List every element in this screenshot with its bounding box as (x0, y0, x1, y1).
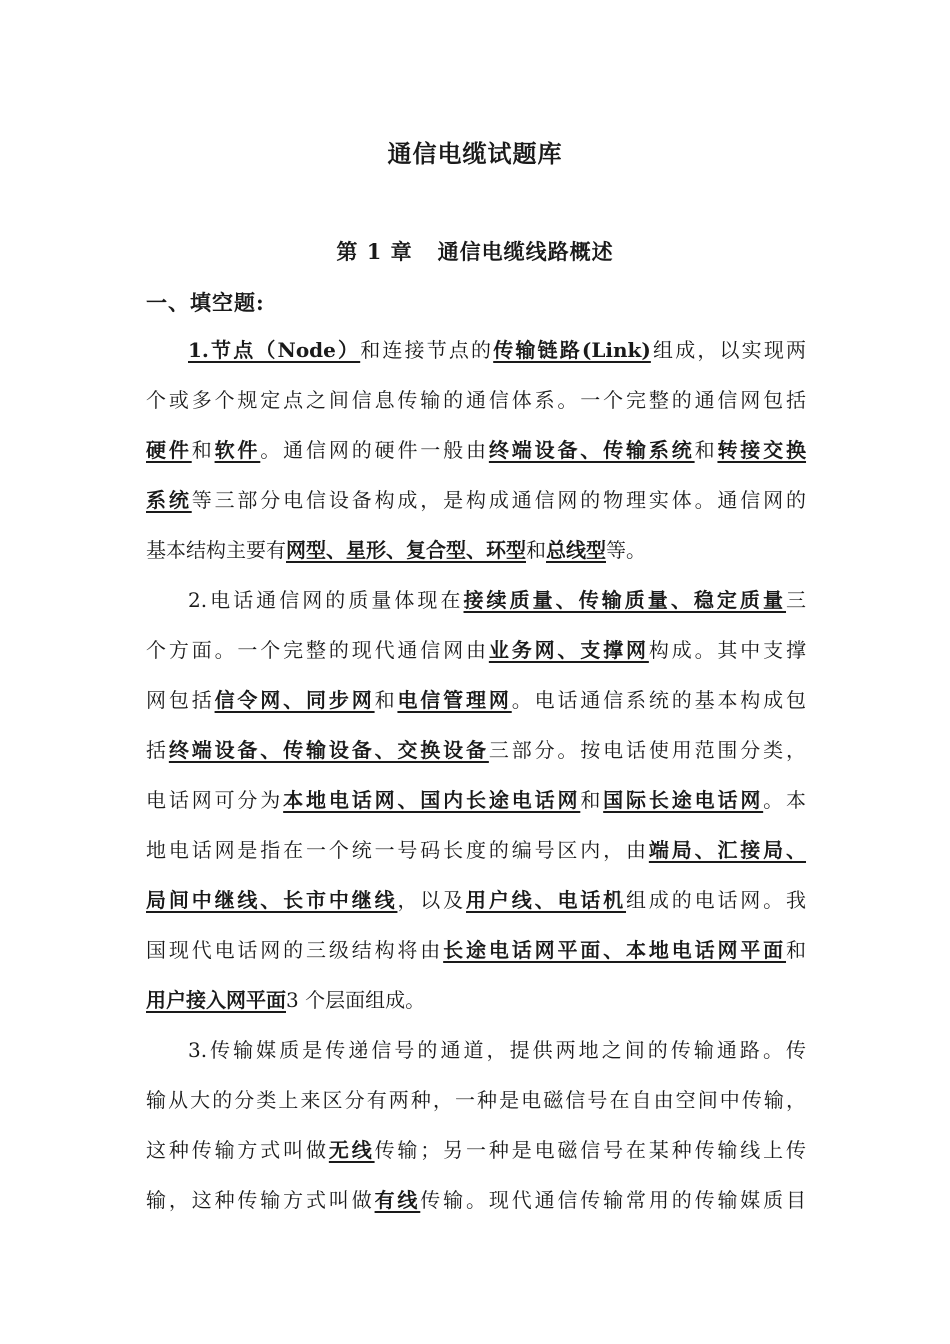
text-run: 和 (580, 788, 604, 812)
text-line (146, 632, 806, 668)
document-title: 通信电缆试题库 (387, 139, 563, 168)
answer-blank: 软件 (214, 438, 261, 462)
text-line (146, 1132, 806, 1168)
answer-blank: 1.节点（Node） (188, 338, 361, 362)
answer-blank: 转接交换 (717, 438, 807, 462)
text-run: 网包括 (146, 688, 215, 712)
text-run: 构成。其中支撑 (648, 638, 807, 662)
answer-blank: 终端设备、传输系统 (488, 438, 695, 462)
text-run: 和 (694, 438, 718, 462)
text-line (188, 332, 806, 368)
answer-blank: 长途电话网平面、本地电话网平面 (443, 938, 787, 962)
text-line (188, 582, 806, 618)
text-run: 三部分。按电话使用范围分类， (488, 738, 807, 762)
answer-blank: 接续质量、传输质量、稳定质量 (463, 588, 787, 612)
text-run: 。电话通信系统的基本构成包 (511, 688, 807, 712)
answer-blank: 用户接入网平面 (146, 988, 286, 1012)
text-line (146, 732, 806, 768)
text-run: 和 (191, 438, 215, 462)
text-run: 这种传输方式叫做 (146, 1138, 329, 1162)
text-run: 等三部分电信设备构成，是构成通信网的物理实体。通信网的 (191, 488, 807, 512)
answer-blank: 系统 (146, 488, 192, 512)
answer-blank: 终端设备、传输设备、交换设备 (168, 738, 489, 762)
text-line (146, 832, 806, 868)
text-run: 基本结构主要有 (146, 538, 286, 562)
section-heading: 一、填空题: (146, 290, 265, 315)
text-run: 和连接节点的 (360, 338, 494, 362)
answer-blank: 硬件 (146, 438, 192, 462)
text-run: 输，这种传输方式叫做 (146, 1188, 375, 1212)
text-run: 3.传输媒质是传递信号的通道，提供两地之间的传输通路。传 (188, 1038, 806, 1062)
text-line (146, 782, 806, 818)
text-run: 3 个层面组成。 (286, 988, 426, 1012)
text-run: 三 (786, 588, 807, 612)
text-run: 2.电话通信网的质量体现在 (188, 588, 464, 612)
text-run: 国现代电话网的三级结构将由 (146, 938, 444, 962)
text-line (146, 682, 806, 718)
text-run: 。通信网的硬件一般由 (260, 438, 489, 462)
answer-blank: 本地电话网、国内长途电话网 (283, 788, 581, 812)
text-line (146, 932, 806, 968)
text-run: 等。 (606, 538, 646, 562)
answer-blank: 传输链路(Link) (493, 338, 651, 362)
text-line (146, 532, 806, 568)
answer-blank: 电信管理网 (397, 688, 512, 712)
chapter-title: 第 1 章 通信电缆线路概述 (336, 239, 614, 264)
text-line (146, 1182, 806, 1218)
text-run: 组成，以实现两 (650, 338, 807, 362)
answer-blank: 总线型 (546, 538, 606, 562)
text-line (146, 882, 806, 918)
text-line (188, 1032, 806, 1068)
text-run: 地电话网是指在一个统一号码长度的编号区内，由 (146, 838, 649, 862)
text-line (146, 982, 806, 1018)
answer-blank: 网型、星形、复合型、环型 (286, 538, 526, 562)
text-run: 。本 (763, 788, 807, 812)
answer-blank: 有线 (374, 1188, 421, 1212)
text-run: ，以及 (397, 888, 467, 912)
text-run: 输从大的分类上来区分有两种，一种是电磁信号在自由空间中传输， (146, 1088, 806, 1112)
text-run: 和 (374, 688, 398, 712)
text-line (146, 382, 806, 418)
text-line (146, 482, 806, 518)
text-run: 传输。现代通信传输常用的传输媒质目 (420, 1188, 807, 1212)
text-run: 传输；另一种是电磁信号在某种传输线上传 (374, 1138, 807, 1162)
answer-blank: 局间中继线、长市中继线 (146, 888, 398, 912)
answer-blank: 无线 (328, 1138, 375, 1162)
text-run: 个或多个规定点之间信息传输的通信体系。一个完整的通信网包括 (146, 388, 806, 412)
answer-blank: 信令网、同步网 (214, 688, 375, 712)
text-run: 个方面。一个完整的现代通信网由 (146, 638, 489, 662)
text-line (146, 1082, 806, 1118)
text-line (146, 432, 806, 468)
text-run: 和 (786, 938, 807, 962)
text-run: 电话网可分为 (146, 788, 284, 812)
text-run: 和 (526, 538, 546, 562)
answer-blank: 端局、汇接局、 (648, 838, 807, 862)
text-run: 括 (146, 738, 169, 762)
answer-blank: 业务网、支撑网 (488, 638, 649, 662)
text-run: 组成的电话网。我 (626, 888, 807, 912)
answer-blank: 用户线、电话机 (466, 888, 627, 912)
answer-blank: 国际长途电话网 (603, 788, 764, 812)
